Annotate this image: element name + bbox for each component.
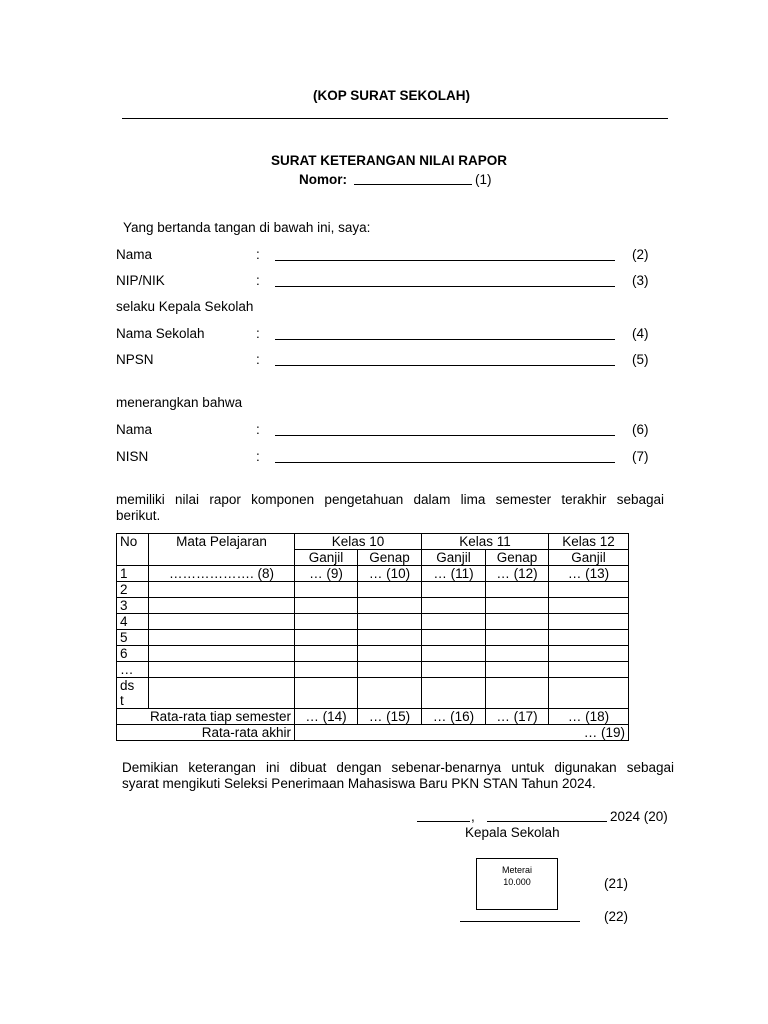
kepala-sekolah-label: Kepala Sekolah xyxy=(465,825,560,840)
field-number: (7) xyxy=(632,449,649,464)
meterai-stamp-box xyxy=(476,858,558,910)
row-no: 2 xyxy=(117,582,149,598)
date-blank xyxy=(487,821,607,822)
field-colon: : xyxy=(256,247,260,262)
field-label: Nama Sekolah xyxy=(116,326,205,341)
subheader-genap: Genap xyxy=(486,550,549,566)
field-colon: : xyxy=(256,326,260,341)
field-blank-line xyxy=(275,462,615,463)
field-blank-line xyxy=(275,435,615,436)
field-label: NIP/NIK xyxy=(116,273,165,288)
intro-text: Yang bertanda tangan di bawah ini, saya: xyxy=(123,220,371,235)
date-comma: , xyxy=(471,809,475,824)
table-row xyxy=(117,614,629,630)
field-number: (4) xyxy=(632,326,649,341)
subheader-ganjil: Ganjil xyxy=(422,550,486,566)
average-value: … (17) xyxy=(486,709,549,725)
menerangkan-text: menerangkan bahwa xyxy=(116,395,243,410)
table-row xyxy=(117,582,629,598)
row-value: … (9) xyxy=(295,566,358,582)
row-value: … (13) xyxy=(549,566,629,582)
field-blank-line xyxy=(275,260,615,261)
row-no: … xyxy=(117,662,149,678)
table-row xyxy=(117,662,629,678)
dst-part-1: ds xyxy=(120,678,135,693)
field-number: (2) xyxy=(632,247,649,262)
field-colon: : xyxy=(256,352,260,367)
field-colon: : xyxy=(256,422,260,437)
meterai-value: 10.000 xyxy=(503,877,531,887)
field-colon: : xyxy=(256,449,260,464)
final-average-value: … (19) xyxy=(295,725,629,741)
row-no: 1 xyxy=(117,566,149,582)
subheader-genap: Genap xyxy=(358,550,422,566)
signature-name-blank xyxy=(460,921,580,922)
field-label: NPSN xyxy=(116,352,154,367)
row-no: 3 xyxy=(117,598,149,614)
table-final-row xyxy=(117,725,629,741)
final-average-label: Rata-rata akhir xyxy=(117,725,295,741)
header-kelas-11: Kelas 11 xyxy=(422,534,549,550)
field-number: (6) xyxy=(632,422,649,437)
field-colon: : xyxy=(256,273,260,288)
row-no: 6 xyxy=(117,646,149,662)
table-row xyxy=(117,566,629,582)
row-mapel: ………………. (8) xyxy=(149,566,295,582)
field-number: (3) xyxy=(632,273,649,288)
average-label: Rata-rata tiap semester xyxy=(117,709,295,725)
kop-surat-heading: (KOP SURAT SEKOLAH) xyxy=(313,88,471,103)
statement-line-2: berikut. xyxy=(116,508,161,523)
meterai-label: Meterai xyxy=(501,865,532,875)
row-no-dst xyxy=(117,678,149,709)
field-number: (5) xyxy=(632,352,649,367)
table-row xyxy=(117,598,629,614)
field-label: NISN xyxy=(116,449,149,464)
row-value: … (11) xyxy=(422,566,486,582)
row-no: 5 xyxy=(117,630,149,646)
statement-line-1: memiliki nilai rapor komponen pengetahuan dalam lima semester terakhir sebagai xyxy=(116,492,664,507)
field-label: Nama xyxy=(116,422,153,437)
subheader-ganjil: Ganjil xyxy=(295,550,358,566)
row-no: 4 xyxy=(117,614,149,630)
nomor-blank-line xyxy=(354,184,472,185)
field-blank-line xyxy=(275,365,615,366)
subheader-ganjil: Ganjil xyxy=(549,550,629,566)
closing-line-1: Demikian keterangan ini dibuat dengan sebenar-benarnya untuk digunakan sebagai xyxy=(122,760,674,775)
selaku-text: selaku Kepala Sekolah xyxy=(116,299,254,314)
grades-table xyxy=(116,533,629,741)
table-header-row xyxy=(117,534,629,550)
field-blank-line xyxy=(275,286,615,287)
table-row xyxy=(117,646,629,662)
average-value: … (16) xyxy=(422,709,486,725)
header-kelas-12: Kelas 12 xyxy=(549,534,629,550)
closing-line-2: syarat mengikuti Seleksi Penerimaan Mahasiswa Baru PKN STAN Tahun 2024. xyxy=(122,776,596,791)
row-value: … (10) xyxy=(358,566,422,582)
average-value: … (15) xyxy=(358,709,422,725)
meterai-number: (21) xyxy=(604,876,629,891)
table-average-row xyxy=(117,709,629,725)
field-label: Nama xyxy=(116,247,153,262)
average-value: … (14) xyxy=(295,709,358,725)
average-value: … (18) xyxy=(549,709,629,725)
nomor-label: Nomor: xyxy=(299,172,347,187)
document-title: SURAT KETERANGAN NILAI RAPOR xyxy=(271,153,507,168)
table-row xyxy=(117,630,629,646)
header-divider xyxy=(122,118,668,119)
nomor-number: (1) xyxy=(475,172,492,187)
signature-number: (22) xyxy=(604,909,629,924)
dst-part-2: t xyxy=(120,693,124,708)
date-year: 2024 (20) xyxy=(610,809,668,824)
table-row-dst xyxy=(117,678,629,709)
header-mata-pelajaran: Mata Pelajaran xyxy=(149,534,295,566)
date-place-blank xyxy=(417,821,470,822)
row-value: … (12) xyxy=(486,566,549,582)
header-no: No xyxy=(117,534,149,566)
field-blank-line xyxy=(275,339,615,340)
header-kelas-10: Kelas 10 xyxy=(295,534,422,550)
